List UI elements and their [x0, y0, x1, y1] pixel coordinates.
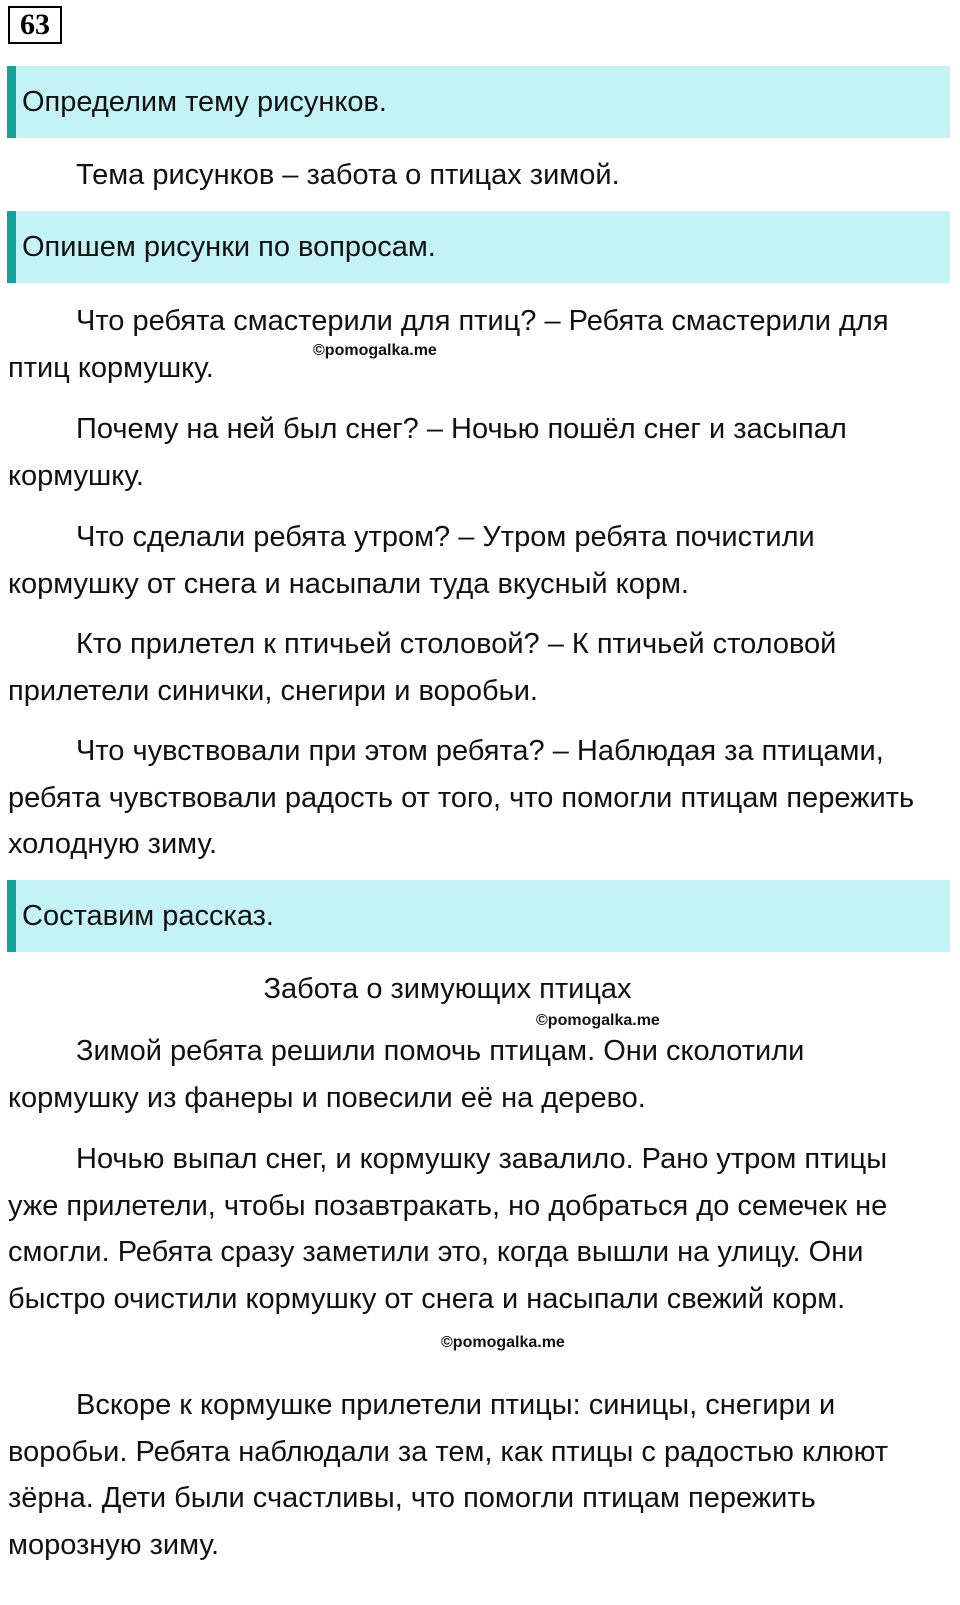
story-paragraph: Зимой ребята решили помочь птицам. Они сколотили кормушку из фанеры и повесили её на дерево. [8, 1035, 805, 1114]
story-paragraph: Вскоре к кормушке прилетели птицы: синицы, снегири и воробьи. Ребята наблюдали за тем, как птицы с радостью клюют зёрна. Дети были счастливы, что помогли птицам пережить морозную зиму. [8, 1389, 889, 1561]
section-heading-questions: Опишем рисунки по вопросам. [7, 211, 950, 283]
section-heading-story: Составим рассказ. [7, 880, 950, 952]
answer-paragraph: Что чувствовали при этом ребята? – Наблюдая за птицами, ребята чувствовали радость от того, что помогли птицам пережить холодную зиму. [8, 735, 915, 860]
theme-paragraph: Тема рисунков – забота о птицах зимой. [76, 159, 620, 191]
answer-paragraph: Что ребята смастерили для птиц? – Ребята смастерили для птиц кормушку. [8, 305, 889, 384]
section-heading-theme: Определим тему рисунков. [7, 66, 950, 138]
watermark: ©pomogalka.me [536, 1012, 660, 1029]
watermark: ©pomogalka.me [441, 1334, 565, 1351]
watermark: ©pomogalka.me [313, 342, 437, 359]
answer-paragraph: Кто прилетел к птичьей столовой? – К птичьей столовой прилетели синички, снегири и воробьи. [8, 628, 837, 707]
answer-paragraph: Почему на ней был снег? – Ночью пошёл снег и засыпал кормушку. [8, 413, 847, 492]
task-number: 63 [8, 6, 62, 44]
story-title: Забота о зимующих птицах [263, 973, 632, 1005]
story-paragraph: Ночью выпал снег, и кормушку завалило. Рано утром птицы уже прилетели, чтобы позавтракать, но добраться до семечек не смогли. Ребята сразу заметили это, когда вышли на улицу. Они быстро очистили кормушку от снега и насыпали свежий корм. [8, 1143, 888, 1315]
answer-paragraph: Что сделали ребята утром? – Утром ребята почистили кормушку от снега и насыпали туда вкусный корм. [8, 521, 815, 600]
